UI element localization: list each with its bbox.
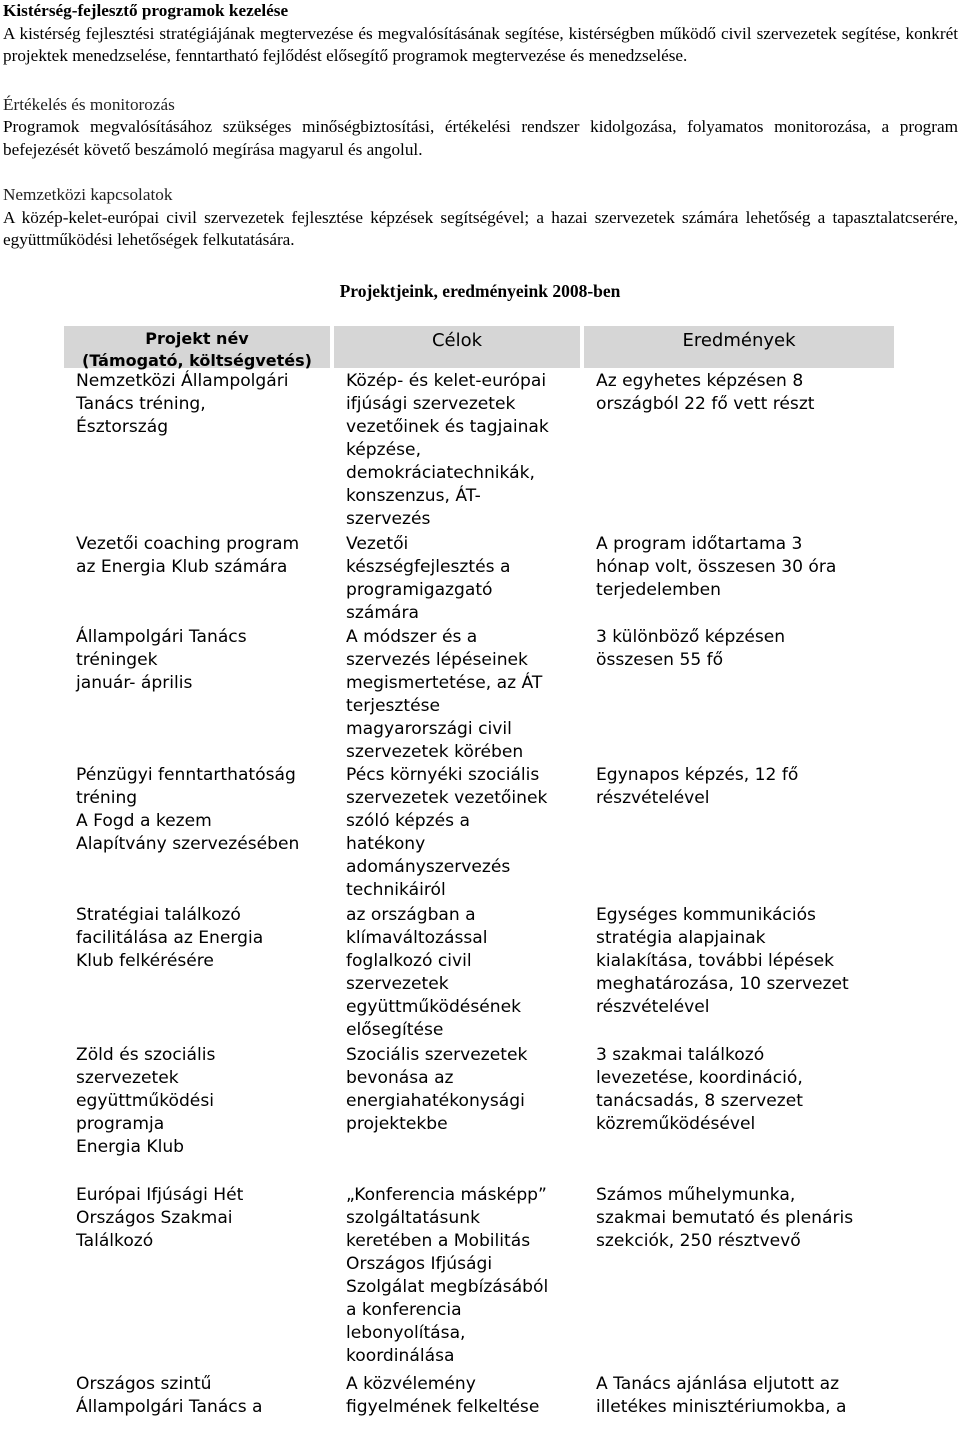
goals-cell-line: „Konferencia másképp” bbox=[346, 1185, 547, 1205]
results-cell-line: terjedelemben bbox=[596, 580, 721, 600]
goals-cell bbox=[334, 1044, 580, 1136]
results-cell-line: tanácsadás, 8 szervezet bbox=[596, 1091, 803, 1111]
goals-cell-line: képzése, bbox=[346, 440, 422, 460]
goals-cell-line: konszenzus, ÁT- bbox=[346, 486, 481, 506]
goals-cell bbox=[334, 626, 580, 764]
results-cell-line: részvételével bbox=[596, 788, 710, 808]
results-cell-line: Egynapos képzés, 12 fő bbox=[596, 765, 799, 785]
results-cell-line: stratégia alapjainak bbox=[596, 928, 766, 948]
project-cell-line: Klub felkérésére bbox=[76, 951, 214, 971]
results-cell-line: A Tanács ajánlása eljutott az bbox=[596, 1374, 840, 1394]
goals-cell-line: foglalkozó civil bbox=[346, 951, 472, 971]
project-cell-line: az Energia Klub számára bbox=[76, 557, 288, 577]
results-cell bbox=[584, 533, 894, 602]
results-cell-line: 3 szakmai találkozó bbox=[596, 1045, 765, 1065]
results-cell-line: hónap volt, összesen 30 óra bbox=[596, 557, 837, 577]
project-cell-line: Stratégiai találkozó bbox=[76, 905, 241, 925]
results-cell-line: részvételével bbox=[596, 997, 710, 1017]
project-cell bbox=[64, 1184, 330, 1253]
results-cell bbox=[584, 1044, 894, 1136]
goals-cell-line: lebonyolítása, bbox=[346, 1323, 466, 1343]
results-cell-line: illetékes minisztériumokba, a bbox=[596, 1397, 847, 1417]
section-text-evaluation: Programok megvalósításához szükséges minőségbiztosítási, értékelési rendszer kidolgozása, folyamatos monitorozása, a program befejezését követő beszámoló megírása magyarul és angolul. bbox=[3, 117, 958, 159]
header-goals: Célok bbox=[431, 330, 483, 351]
goals-cell-line: készségfejlesztés a bbox=[346, 557, 511, 577]
results-cell-line: közreműködésével bbox=[596, 1114, 756, 1134]
goals-cell-line: A módszer és a bbox=[346, 627, 478, 647]
goals-cell-line: demokráciatechnikák, bbox=[346, 463, 535, 483]
goals-cell bbox=[334, 370, 580, 531]
section-text-international: A közép-kelet-európai civil szervezetek fejlesztése képzések segítségével; a hazai szervezetek számára lehetőség a tapasztalatcserére, együttműködési lehetőségek felkutatására. bbox=[3, 207, 958, 249]
goals-cell-line: hatékony bbox=[346, 834, 426, 854]
goals-cell-line: együttműködésének bbox=[346, 997, 521, 1017]
project-cell-line: Állampolgári Tanács bbox=[76, 627, 247, 647]
table-row bbox=[64, 1044, 894, 1182]
goals-cell-line: elősegítése bbox=[346, 1020, 444, 1040]
page-heading: Kistérség-fejlesztő programok kezelése bbox=[3, 1, 289, 20]
goals-cell-line: megismertetése, az ÁT bbox=[346, 673, 543, 693]
goals-cell-line: koordinálása bbox=[346, 1346, 455, 1366]
goals-cell-line: Szolgálat megbízásából bbox=[346, 1277, 549, 1297]
goals-cell-line: szóló képzés a bbox=[346, 811, 470, 831]
project-cell-line: szervezetek bbox=[76, 1068, 179, 1088]
results-cell-line: Számos műhelymunka, bbox=[596, 1185, 796, 1205]
project-cell-line: Európai Ifjúsági Hét bbox=[76, 1185, 244, 1205]
table-row bbox=[64, 370, 894, 531]
goals-cell-line: Szociális szervezetek bbox=[346, 1045, 528, 1065]
results-cell-line: meghatározása, 10 szervezet bbox=[596, 974, 849, 994]
goals-cell-line: szolgáltatásunk bbox=[346, 1208, 480, 1228]
goals-cell-line: Pécs környéki szociális bbox=[346, 765, 540, 785]
results-cell-line: szakmai bemutató és plenáris bbox=[596, 1208, 854, 1228]
project-cell bbox=[64, 764, 330, 856]
table-row bbox=[64, 626, 894, 762]
project-cell bbox=[64, 533, 330, 579]
goals-cell-line: szervezetek vezetőinek bbox=[346, 788, 548, 808]
goals-cell-line: programigazgató bbox=[346, 580, 493, 600]
goals-cell-line: projektekbe bbox=[346, 1114, 448, 1134]
results-cell bbox=[584, 1184, 894, 1253]
goals-cell bbox=[334, 1184, 580, 1368]
intro-section bbox=[3, 0, 958, 252]
section-title-international: Nemzetközi kapcsolatok bbox=[3, 185, 173, 204]
goals-cell-line: ifjúsági szervezetek bbox=[346, 394, 516, 414]
table-row bbox=[64, 764, 894, 902]
goals-cell-line: Vezetői bbox=[346, 534, 409, 554]
project-cell-line: tréningek bbox=[76, 650, 158, 670]
results-cell-line: levezetése, koordináció, bbox=[596, 1068, 803, 1088]
goals-cell bbox=[334, 533, 580, 625]
results-cell-line: A program időtartama 3 bbox=[596, 534, 803, 554]
results-cell-line: összesen 55 fő bbox=[596, 650, 724, 670]
header-results: Eredmények bbox=[682, 330, 796, 351]
project-cell-line: tréning bbox=[76, 788, 138, 808]
project-cell-line: Országos Szakmai bbox=[76, 1208, 233, 1228]
goals-cell-line: magyarországi civil bbox=[346, 719, 512, 739]
goals-cell-line: számára bbox=[346, 603, 419, 623]
project-cell-line: január- április bbox=[76, 673, 193, 693]
table-row bbox=[64, 904, 894, 1042]
goals-cell-line: terjesztése bbox=[346, 696, 441, 716]
project-cell-line: Találkozó bbox=[76, 1231, 154, 1251]
project-cell-line: Zöld és szociális bbox=[76, 1045, 216, 1065]
project-cell bbox=[64, 904, 330, 973]
goals-cell-line: klímaváltozással bbox=[346, 928, 488, 948]
project-cell-line: programja bbox=[76, 1114, 165, 1134]
project-cell bbox=[64, 626, 330, 695]
goals-cell-line: vezetőinek és tagjainak bbox=[346, 417, 549, 437]
section-title-evaluation: Értékelés és monitorozás bbox=[3, 94, 175, 114]
goals-cell bbox=[334, 904, 580, 1042]
project-cell-line: A Fogd a kezem bbox=[76, 811, 212, 831]
results-cell bbox=[584, 1373, 894, 1419]
goals-cell-line: figyelmének felkeltése bbox=[346, 1397, 540, 1417]
results-cell-line: Egységes kommunikációs bbox=[596, 905, 816, 925]
table-row bbox=[64, 533, 894, 624]
project-cell-line: Alapítvány szervezésében bbox=[76, 834, 300, 854]
goals-cell-line: technikáiról bbox=[346, 880, 446, 900]
goals-cell-line: keretében a Mobilitás bbox=[346, 1231, 531, 1251]
project-cell-line: együttműködési bbox=[76, 1091, 214, 1111]
project-cell-line: Vezetői coaching program bbox=[76, 534, 300, 554]
intro-paragraph: A kistérség fejlesztési stratégiájának megtervezése és megvalósításának segítése, kistérségben működő civil szervezetek segítése, konkrét projektek menedzselése, fenntartható fejlődést elősegítő programok megtervezése és menedzselése. bbox=[3, 23, 958, 65]
header-project-line2: (Támogató, költségvetés) bbox=[82, 351, 312, 370]
goals-cell-line: adományszervezés bbox=[346, 857, 511, 877]
project-cell bbox=[64, 370, 330, 439]
results-cell-line: 3 különböző képzésen bbox=[596, 627, 786, 647]
results-cell bbox=[584, 626, 894, 672]
results-cell bbox=[584, 904, 894, 1019]
project-cell-line: Energia Klub bbox=[76, 1137, 185, 1157]
table-header-row bbox=[64, 326, 894, 368]
project-cell-line: Állampolgári Tanács a bbox=[76, 1397, 263, 1417]
header-project bbox=[64, 328, 330, 372]
goals-cell bbox=[334, 764, 580, 902]
project-cell bbox=[64, 1373, 330, 1419]
goals-cell-line: Közép- és kelet-európai bbox=[346, 371, 547, 391]
project-cell bbox=[64, 1044, 330, 1159]
goals-cell-line: a konferencia bbox=[346, 1300, 462, 1320]
results-cell bbox=[584, 370, 894, 416]
results-cell bbox=[584, 764, 894, 810]
goals-cell-line: Országos Ifjúsági bbox=[346, 1254, 493, 1274]
project-cell-line: Pénzügyi fenntarthatóság bbox=[76, 765, 296, 785]
table-row bbox=[64, 1184, 894, 1371]
goals-cell-line: bevonása az bbox=[346, 1068, 454, 1088]
projects-title: Projektjeink, eredményeink 2008-ben bbox=[339, 281, 621, 301]
goals-cell-line: szervezetek körében bbox=[346, 742, 524, 762]
goals-cell-line: szervezés lépéseinek bbox=[346, 650, 528, 670]
project-cell-line: Észtország bbox=[76, 417, 169, 437]
project-cell-line: Tanács tréning, bbox=[76, 394, 206, 414]
goals-cell-line: szervezetek bbox=[346, 974, 449, 994]
project-cell-line: Országos szintű bbox=[76, 1374, 212, 1394]
header-project-line1: Projekt név bbox=[145, 329, 249, 348]
goals-cell-line: A közvélemény bbox=[346, 1374, 476, 1394]
project-cell-line: Nemzetközi Állampolgári bbox=[76, 371, 289, 391]
goals-cell-line: az országban a bbox=[346, 905, 476, 925]
goals-cell-line: szervezés bbox=[346, 509, 431, 529]
goals-cell bbox=[334, 1373, 580, 1419]
results-cell-line: szekciók, 250 résztvevő bbox=[596, 1231, 801, 1251]
table-row bbox=[64, 1373, 894, 1433]
results-cell-line: Az egyhetes képzésen 8 bbox=[596, 371, 804, 391]
results-cell-line: kialakítása, további lépések bbox=[596, 951, 835, 971]
results-cell-line: országból 22 fő vett részt bbox=[596, 394, 815, 414]
project-cell-line: facilitálása az Energia bbox=[76, 928, 264, 948]
goals-cell-line: energiahatékonysági bbox=[346, 1091, 525, 1111]
